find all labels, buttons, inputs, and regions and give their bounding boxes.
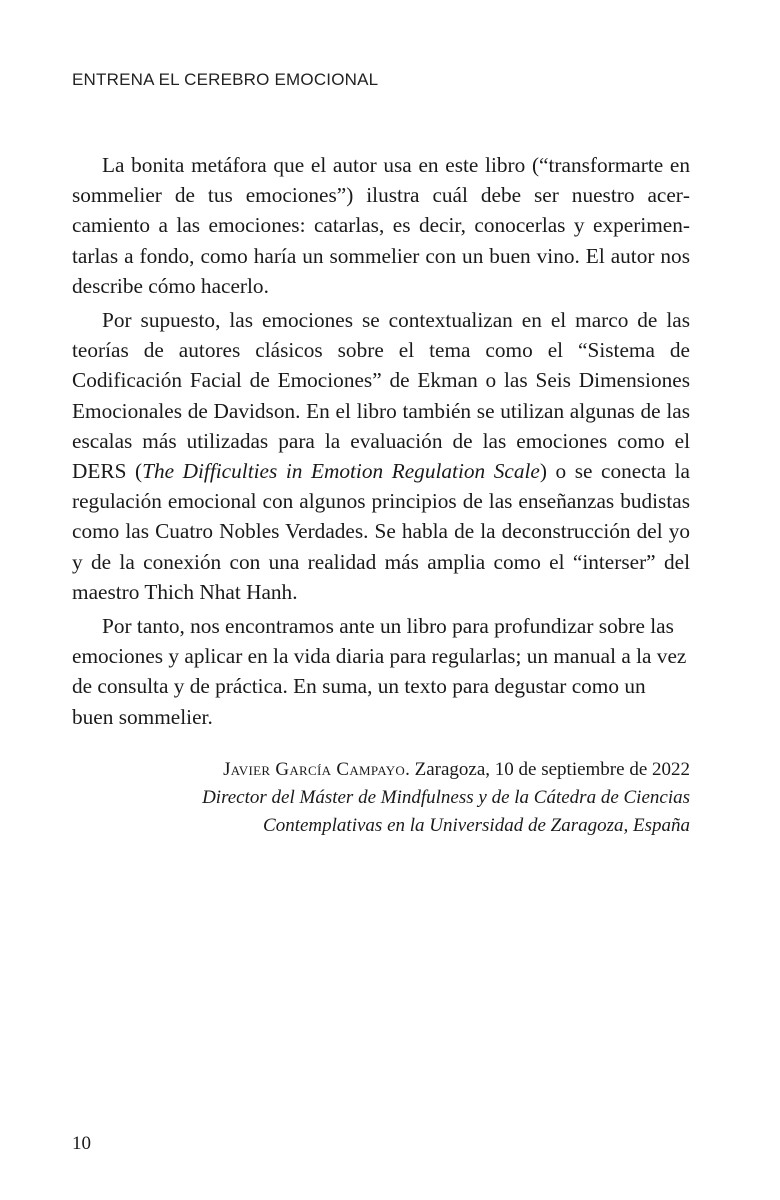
signature-block	[202, 756, 690, 840]
paragraph-1: La bonita metáfora que el autor usa en este libro (“transformarte en sommelier de tus emociones”) ilustra cuál debe ser nuestro acercamiento a las emociones: catarlas, es decir, conocerlas y experimentarlas a fondo, como haría un sommelier con un buen vino. El autor nos describe cómo hacerlo.	[72, 153, 690, 298]
running-head: ENTRENA EL CEREBRO EMOCIONAL	[72, 70, 379, 89]
author-role-line-2: Contemplativas en la Universidad de Zaragoza, España	[263, 815, 690, 836]
author-role-line-1: Director del Máster de Mindfulness y de la Cátedra de Ciencias	[202, 787, 690, 808]
paragraph-2	[72, 305, 690, 607]
paragraph-3: Por tanto, nos encontramos ante un libro para profundizar sobre las emociones y aplicar en la vida diaria para regularlas; un manual a la vez de consulta y de práctica. En suma, un texto para degustar como un buen sommelier.	[72, 614, 687, 729]
author-name: Javier García Campayo	[223, 759, 406, 780]
signature-line	[202, 756, 690, 784]
ders-scale-title: The Difficulties in Emotion Regulation Scale	[142, 459, 540, 484]
body-text	[72, 150, 690, 736]
paragraph-2-part-b: ) o se conecta la regulación emocional con algunos principios de las enseñanzas budistas como las Cuatro Nobles Verdades. Se habla de la deconstrucción del yo y de la conexión con una realidad más amplia como el “interser” del maestro Thich Nhat Hanh.	[72, 459, 691, 604]
place-date: . Zaragoza, 10 de septiembre de 2022	[405, 759, 690, 780]
paragraph-2-part-a: Por supuesto, las emociones se contextualizan en el marco de las teorías de autores clásicos sobre el tema como el “Sistema de Codificación Facial de Emociones” de Ekman o las Seis Dimensiones Emocionales de Davidson. En el libro también se utilizan algunas de las escalas más utilizadas para la evaluación de las emociones como el DERS (	[72, 308, 690, 484]
page-number: 10	[72, 1133, 91, 1154]
